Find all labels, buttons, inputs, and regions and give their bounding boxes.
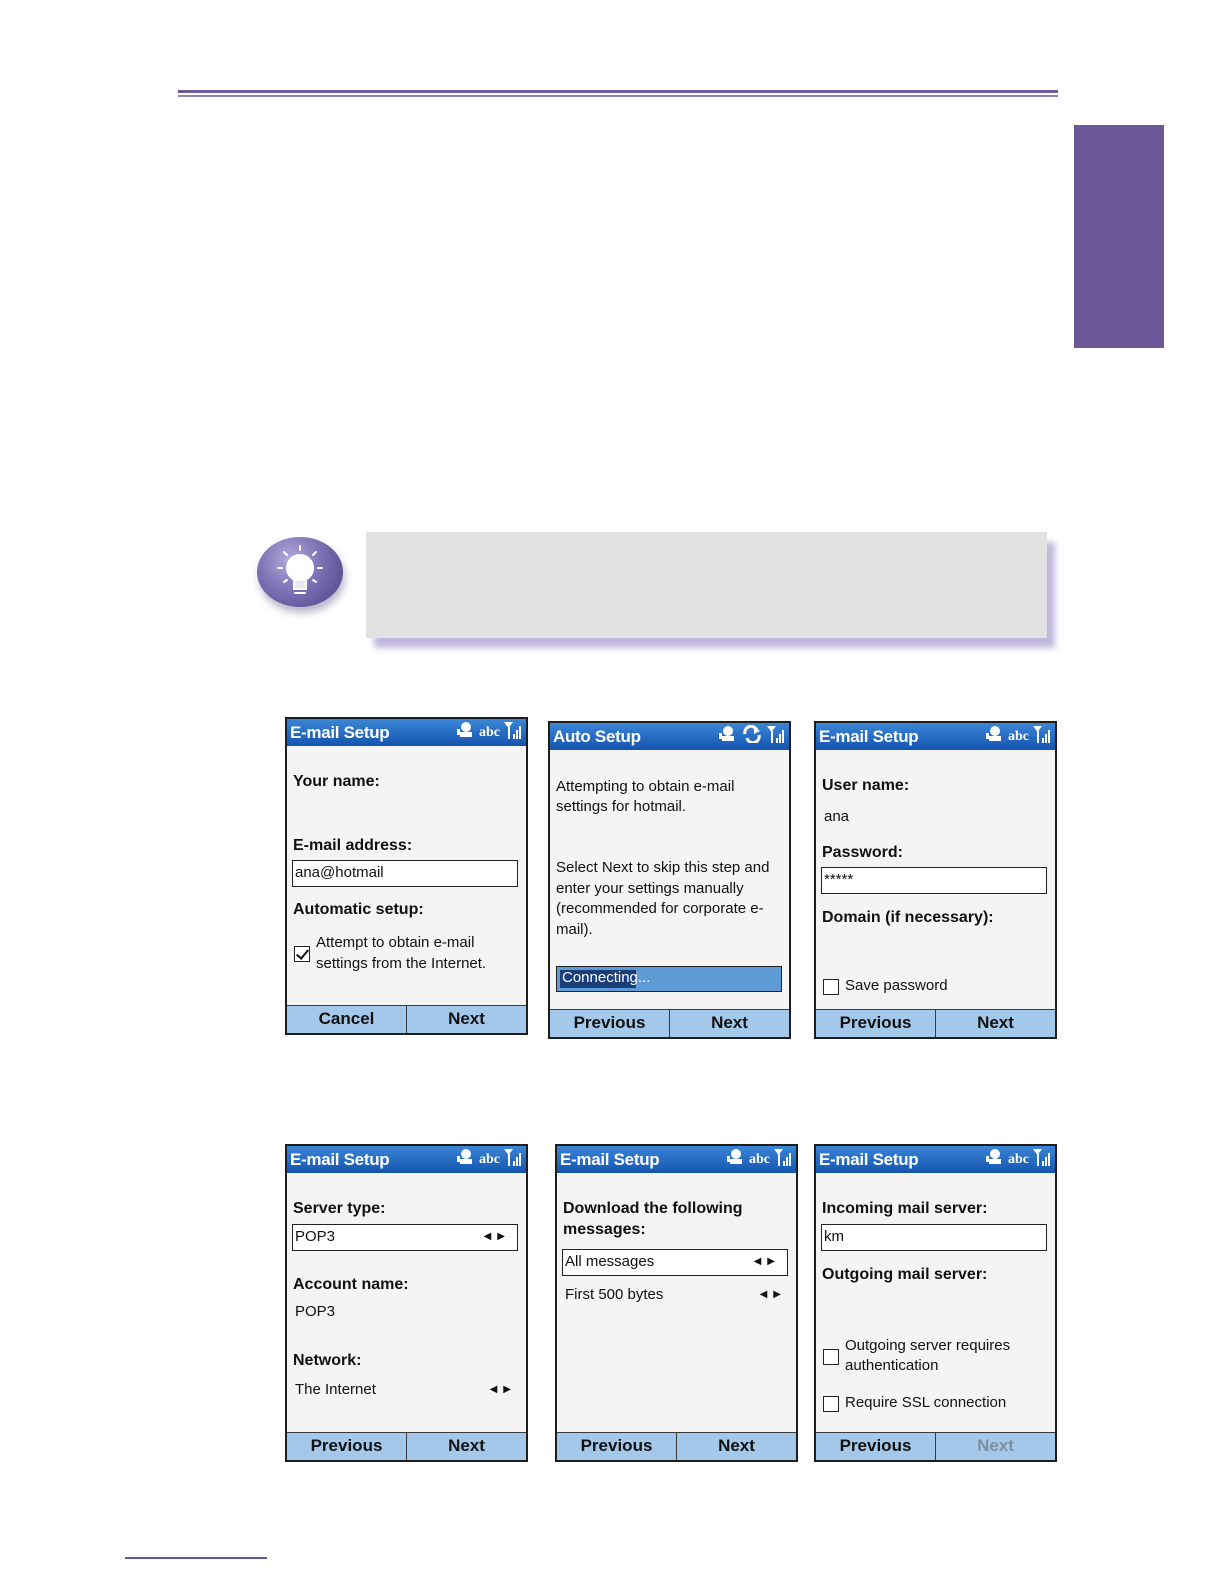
status-message-line2: settings for hotmail. [556, 798, 687, 815]
signal-icon [1032, 1147, 1052, 1172]
server-type-label: Server type: [293, 1200, 386, 1217]
server-type-spinner[interactable] [292, 1224, 518, 1251]
sync-icon [741, 725, 763, 748]
softkey-bar [557, 1432, 796, 1460]
screen-email-setup-credentials [814, 721, 1057, 1039]
size-value: First 500 bytes [565, 1286, 664, 1303]
input-mode-indicator: abc [479, 724, 500, 740]
user-name-label: User name: [822, 777, 910, 794]
title-bar [557, 1146, 796, 1173]
softkey-bar [287, 1005, 526, 1033]
previous-button[interactable]: Previous [287, 1433, 407, 1460]
size-spinner[interactable] [565, 1284, 791, 1306]
save-password-checkbox[interactable] [823, 979, 839, 995]
next-button[interactable]: Next [448, 1436, 485, 1455]
title-bar [816, 1146, 1055, 1173]
screen-title: E-mail Setup [560, 1150, 660, 1169]
auto-setup-checkbox[interactable] [294, 946, 310, 962]
signal-icon [503, 720, 523, 745]
incoming-server-label: Incoming mail server: [822, 1200, 988, 1217]
connectivity-icon [456, 721, 476, 744]
email-address-label: E-mail address: [293, 837, 413, 854]
password-label: Password: [822, 844, 903, 861]
softkey-bar [287, 1432, 526, 1460]
automatic-setup-label: Automatic setup: [293, 901, 424, 918]
status-area [456, 1149, 523, 1170]
domain-label: Domain (if necessary): [822, 909, 994, 926]
server-type-value: POP3 [295, 1228, 336, 1245]
connectivity-icon [456, 1148, 476, 1171]
spinner-arrows-icon[interactable]: ◀▶ [483, 1231, 511, 1242]
connectivity-icon [985, 1148, 1005, 1171]
input-mode-indicator: abc [1008, 1151, 1029, 1167]
previous-button[interactable]: Previous [550, 1010, 670, 1037]
next-button[interactable]: Next [718, 1436, 755, 1455]
outgoing-server-label: Outgoing mail server: [822, 1266, 988, 1283]
title-bar [287, 719, 526, 746]
password-field[interactable]: ***** [821, 867, 1047, 894]
cancel-button[interactable]: Cancel [287, 1006, 407, 1033]
email-address-field[interactable]: ana@hotmail [292, 860, 518, 887]
status-area [726, 1149, 793, 1170]
screen-auto-setup [548, 721, 791, 1039]
skip-message-line2: enter your settings manually [556, 880, 744, 897]
previous-button[interactable]: Previous [816, 1433, 936, 1460]
auth-text-line1: Outgoing server requires [845, 1337, 1011, 1354]
connectivity-icon [718, 725, 738, 748]
download-label-line2: messages: [563, 1221, 646, 1238]
spinner-arrows-icon[interactable]: ◀▶ [759, 1289, 787, 1300]
screen-title: E-mail Setup [819, 1150, 919, 1169]
title-bar [287, 1146, 526, 1173]
your-name-label: Your name: [293, 773, 380, 790]
network-label: Network: [293, 1352, 362, 1369]
lightbulb-icon [257, 537, 343, 607]
input-mode-indicator: abc [479, 1151, 500, 1167]
auto-setup-text-line2: settings from the Internet. [316, 955, 487, 972]
title-bar [816, 723, 1055, 750]
input-mode-indicator: abc [749, 1151, 770, 1167]
screen-title: E-mail Setup [290, 1150, 390, 1169]
next-button[interactable]: Next [448, 1009, 485, 1028]
next-button[interactable]: Next [711, 1013, 748, 1032]
download-label-line1: Download the following [563, 1200, 743, 1217]
screen-title: E-mail Setup [290, 723, 390, 742]
screen-title: E-mail Setup [819, 727, 919, 746]
status-area [985, 1149, 1052, 1170]
signal-icon [766, 724, 786, 749]
screen-email-setup-1 [285, 717, 528, 1035]
connectivity-icon [985, 725, 1005, 748]
tip-callout [366, 532, 1047, 638]
network-spinner[interactable] [295, 1379, 521, 1401]
title-bar [550, 723, 789, 750]
auth-checkbox[interactable] [823, 1349, 839, 1365]
status-area [718, 726, 786, 747]
next-button: Next [977, 1436, 1014, 1455]
screen-email-setup-servers [814, 1144, 1057, 1462]
header-rule [178, 90, 1058, 97]
status-area [456, 722, 523, 743]
incoming-server-field[interactable]: km [821, 1224, 1047, 1251]
signal-icon [503, 1147, 523, 1172]
user-name-value[interactable]: ana [824, 808, 850, 825]
footer-rule [125, 1557, 267, 1559]
save-password-label: Save password [845, 977, 948, 994]
auth-text-line2: authentication [845, 1357, 939, 1374]
status-area [985, 726, 1052, 747]
screen-email-setup-download [555, 1144, 798, 1462]
screen-email-setup-server-type [285, 1144, 528, 1462]
previous-button[interactable]: Previous [816, 1010, 936, 1037]
screen-title: Auto Setup [553, 727, 641, 746]
chapter-tab [1074, 125, 1164, 348]
signal-icon [773, 1147, 793, 1172]
status-message-line1: Attempting to obtain e-mail [556, 778, 735, 795]
spinner-arrows-icon[interactable]: ◀▶ [753, 1256, 781, 1267]
skip-message-line4: mail). [556, 921, 593, 938]
ssl-checkbox[interactable] [823, 1396, 839, 1412]
messages-spinner[interactable] [562, 1249, 788, 1276]
connectivity-icon [726, 1148, 746, 1171]
next-button[interactable]: Next [977, 1013, 1014, 1032]
account-name-label: Account name: [293, 1276, 409, 1293]
account-name-value[interactable]: POP3 [295, 1303, 336, 1320]
ssl-label: Require SSL connection [845, 1394, 1007, 1411]
skip-message-line3: (recommended for corporate e- [556, 900, 764, 917]
previous-button[interactable]: Previous [557, 1433, 677, 1460]
softkey-bar [816, 1009, 1055, 1037]
connecting-progress-bar [556, 966, 782, 992]
input-mode-indicator: abc [1008, 728, 1029, 744]
progress-label: Connecting... [562, 969, 651, 986]
auto-setup-text-line1: Attempt to obtain e-mail [316, 934, 475, 951]
softkey-bar [550, 1009, 789, 1037]
signal-icon [1032, 724, 1052, 749]
softkey-bar [816, 1432, 1055, 1460]
network-value: The Internet [295, 1381, 376, 1398]
messages-value: All messages [565, 1253, 655, 1270]
spinner-arrows-icon[interactable]: ◀▶ [489, 1384, 517, 1395]
skip-message-line1: Select Next to skip this step and [556, 859, 770, 876]
